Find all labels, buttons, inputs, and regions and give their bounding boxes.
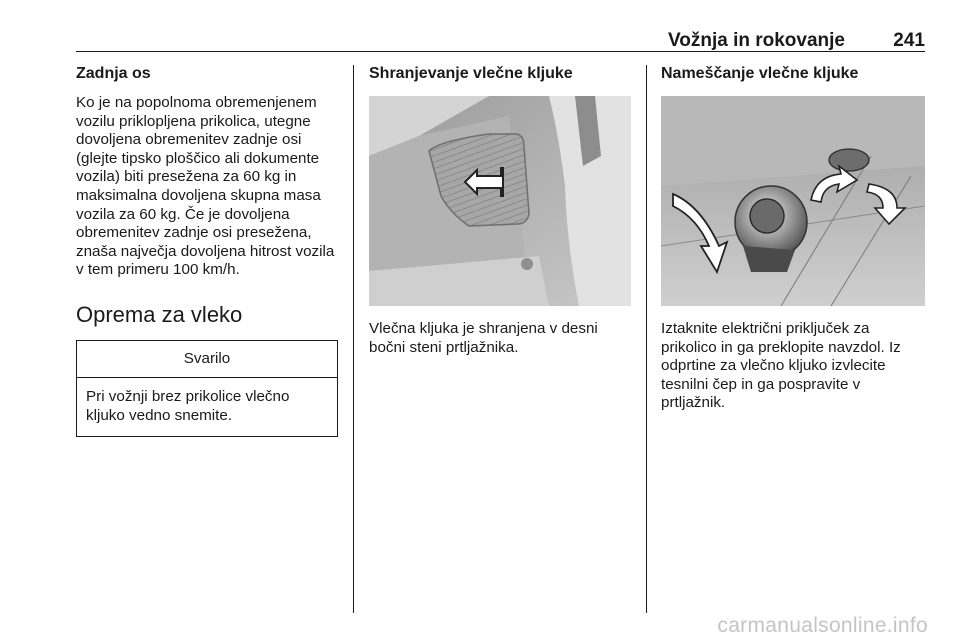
running-title: Vožnja in rokovanje [667, 30, 845, 51]
storage-caption: Vlečna kljuka je shranjena v desni bočni steni prtljažnika. [369, 320, 598, 356]
column-left [76, 64, 338, 437]
trunk-storage-illustration [369, 96, 631, 306]
tow-hook-installation-illustration [661, 96, 925, 306]
column-middle [369, 64, 631, 357]
heading-storage: Shranjevanje vlečne kljuke [369, 65, 573, 82]
page-header [76, 30, 925, 51]
section-title-towing: Oprema za vleko [76, 301, 243, 327]
warning-text: Pri vožnji brez prikolice vlečno kljuko vedno snemite. [86, 387, 290, 424]
installation-caption: Iztaknite električni priključek za prikolico in ga preklopite navzdol. Iz odprtine za vlečno kljuko izvlecite tesnilni čep in ga pospravite v prtljažnik. [661, 320, 901, 412]
heading-installation: Nameščanje vlečne kljuke [661, 65, 859, 82]
header-rule [76, 51, 925, 52]
heading-rear-axle: Zadnja os [76, 65, 151, 82]
warning-title: Svarilo [77, 341, 337, 378]
watermark-text: carmanualsonline.info [717, 614, 928, 637]
warning-box [76, 340, 338, 437]
rear-axle-paragraph: Ko je na popolnoma obremenjenem vozilu priklopljena prikolica, utegne dovoljena obremenitev zadnje osi (glejte tipsko ploščico ali dokumente vozila) biti presežena za 60 kg in maksimalna dovoljena skupna masa vozila za 60 kg. Če je dovoljena obremenitev zadnje osi presežena, znaša največja dovoljena hitrost vozila v tem primeru 100 km/h. [76, 94, 335, 279]
column-divider-2 [646, 65, 647, 613]
page-number: 241 [893, 30, 925, 51]
column-divider-1 [353, 65, 354, 613]
column-right [661, 64, 925, 413]
